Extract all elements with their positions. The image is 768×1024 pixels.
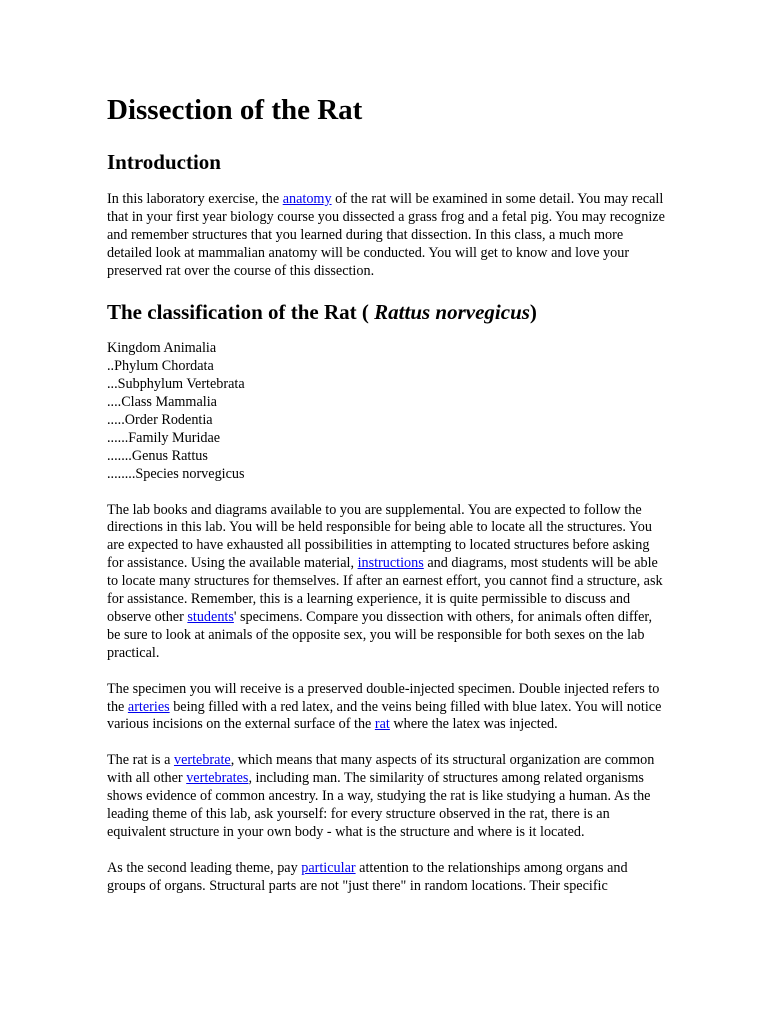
vertebrate-link[interactable]: vertebrate	[173, 752, 231, 769]
document-page	[107, 92, 667, 913]
taxon-class: ....Class Mammalia	[107, 394, 217, 411]
para2-text-2: and diagrams, most students will be able to locate many structures for themselves. If after an earnest effort, you cannot find a structure, ask for assistance. Remember, this is a learning experience, it is quite permissible to discuss and observe other	[107, 555, 663, 625]
intro-text-1: In this laboratory exercise, the	[107, 191, 283, 207]
para5-text-2: attention to the relationships among organs and groups of organs. Structural parts are not "just there" in random locations. Their specific	[107, 859, 628, 894]
para4-text-3: , including man. The similarity of structures among related organisms shows evidence of common ancestry. In a way, studying the rat is like studying a human. As the leading theme of this lab, ask yourself: for every structure observed in the rat, there is an equivalent structure in your own body - what is the structure and where is it located.	[107, 770, 651, 840]
para4-text-2: , which means that many aspects of its structural organization are common with all other	[107, 752, 655, 787]
introduction-heading: Introduction	[107, 150, 221, 174]
students-link[interactable]: students	[187, 609, 234, 625]
para3-text-3: where the latex was injected.	[389, 716, 558, 733]
para2-text-1: The lab books and diagrams available to you are supplemental. You are expected to follow the directions in this lab. You will be held responsible for being able to locate all the structures. You are expected to have exhausted all possibilities in attempting to located structures before asking for assistance. Using the available material,	[107, 501, 652, 572]
taxon-order: .....Order Rodentia	[107, 412, 213, 429]
taxon-subphylum: ...Subphylum Vertebrata	[107, 376, 245, 393]
vertebrates-link[interactable]: vertebrates	[186, 770, 249, 787]
para2-text-3: ' specimens. Compare you dissection with others, for animals often differ, be sure to look at animals of the opposite sex, you will be responsible for both sexes on the lab practical.	[107, 609, 653, 661]
page-title: Dissection of the Rat	[107, 94, 363, 126]
taxon-phylum: ..Phylum Chordata	[107, 358, 214, 375]
anatomy-link[interactable]: anatomy	[282, 191, 332, 207]
taxon-kingdom: Kingdom Animalia	[107, 340, 217, 357]
para5-text-1: As the second leading theme, pay	[107, 859, 302, 876]
taxonomy-list	[107, 340, 667, 483]
second-theme-paragraph	[107, 860, 667, 896]
para3-text-1: The specimen you will receive is a preserved double-injected specimen. Double injected refers to the	[107, 680, 660, 715]
para3-text-2: being filled with a red latex, and the veins being filled with blue latex. You will notice various incisions on the external surface of the	[107, 698, 662, 733]
classification-heading-close: )	[529, 300, 537, 325]
instructions-link[interactable]: instructions	[357, 555, 424, 572]
classification-heading	[107, 298, 667, 326]
intro-paragraph	[107, 191, 667, 281]
vertebrate-paragraph	[107, 752, 667, 842]
classification-heading-text: The classification of the Rat (	[107, 300, 375, 325]
taxon-family: ......Family Muridae	[107, 429, 221, 446]
taxon-genus: .......Genus Rattus	[107, 447, 208, 464]
taxon-species: ........Species norvegicus	[107, 465, 245, 482]
rat-link[interactable]: rat	[374, 716, 390, 733]
lab-books-paragraph	[107, 502, 667, 663]
arteries-link[interactable]: arteries	[127, 698, 170, 715]
particular-link[interactable]: particular	[301, 859, 356, 876]
para4-text-1: The rat is a	[107, 752, 174, 769]
species-name: Rattus norvegicus	[374, 300, 530, 325]
specimen-paragraph	[107, 681, 667, 735]
intro-text-2: of the rat will be examined in some detail. You may recall that in your first year biology course you dissected a grass frog and a fetal pig. You may recognize and remember structures that you learned during that dissection. In this class, a much more detailed look at mammalian anatomy will be conducted. You will get to know and love your preserved rat over the course of this dissection.	[107, 191, 665, 279]
